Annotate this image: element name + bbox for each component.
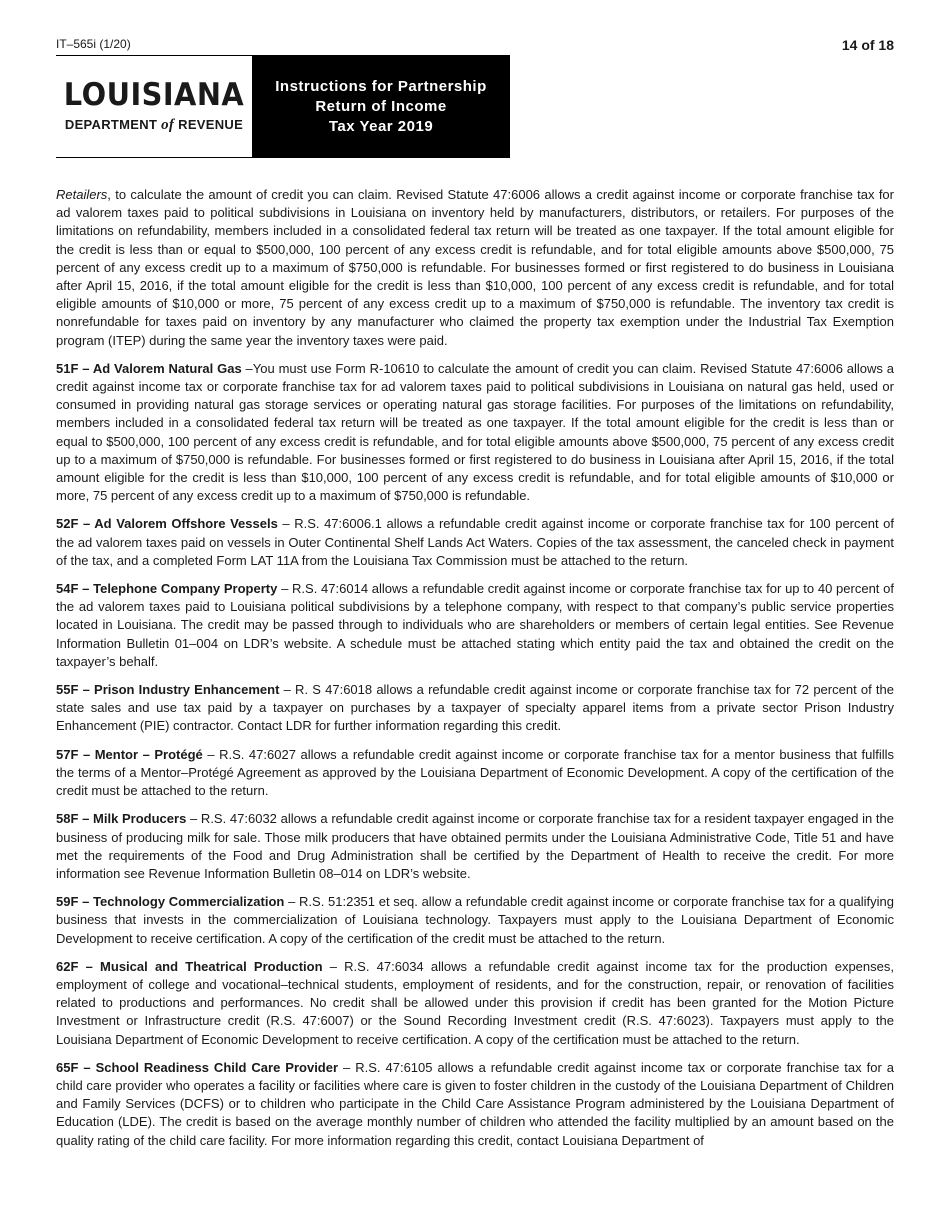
- logo-wordmark: LOUISIANA: [63, 76, 245, 113]
- title-line-2: Return of Income: [315, 97, 447, 115]
- section-body: – R.S. 47:6014 allows a refundable credit against income or corporate franchise tax for up to 40 percent of the ad valorem taxes paid to Louisiana political subdivisions by a telephone company, with respect to that company’s public service properties located in Louisiana. The credit may be passed through to individuals who are shareholders or members of certain legal entities. See Revenue Information Bulletin 01–004 on LDR’s website. A schedule must be attached stating which entity paid the tax and obtained the credit on the taxpayer’s behalf.: [56, 581, 894, 669]
- section-heading: 51F – Ad Valorem Natural Gas: [56, 360, 242, 376]
- logo-subtitle: [65, 117, 243, 134]
- section-body: – R.S. 47:6034 allows a refundable credit against income tax for the production expenses, employment of college and vocational–technical students, employment of residents, and for the construction, repair, or renovation of facilities related to productions and performances. No credit shall be allowed under this provision if credit has been granted for the Motion Picture Investment or Infrastructure credit (R.S. 47:6007) or the Sound Recording Investment credit (R.S. 47:6023). Taxpayers must apply to the Louisiana Department of Economic Development to receive certification. A copy of the certification must be attached to the return.: [56, 958, 894, 1047]
- section-body: – R.S. 51:2351 et seq. allow a refundable credit against income or corporate franchise tax for a qualifying business that invests in the commercialization of Louisiana technology. Taxpayers must apply to the Louisiana Department of Economic Development to receive certification. A copy of the certification of the credit must be attached to the return.: [56, 894, 894, 946]
- section-body: – R. S 47:6018 allows a refundable credit against income or corporate franchise tax for 72 percent of the state sales and use tax paid by a taxpayer on purchases by a taxpayer of specialty apparel items from a private sector Prison Industry Enhancement (PIE) contractor. Contact LDR for further information regarding this credit.: [56, 682, 895, 734]
- instructions-body: [56, 186, 894, 1160]
- section-62f: [56, 958, 894, 1049]
- title-line-3: Tax Year 2019: [328, 117, 434, 135]
- section-65f: [56, 1059, 894, 1150]
- section-59f: [56, 893, 894, 948]
- section-51f: [56, 360, 894, 506]
- section-body: – R.S. 47:6105 allows a refundable credit against income tax or corporate franchise tax for a child care provider who operates a facility or facilities where care is given to foster children in the custody of the Louisiana Department of Children and Family Services (DCFS) or to children who participate in the Child Care Assistance Program administered by the Louisiana Department of Education (LDE). The credit is based on the average monthly number of children who attended the facility multiplied by an amount based on the quality rating of the child care facility. For more information regarding this credit, contact Louisiana Department of: [56, 1059, 895, 1148]
- intro-paragraph: [56, 186, 894, 350]
- intro-text: , to calculate the amount of credit you can claim. Revised Statute 47:6006 allows a credit against income or corporate franchise tax for ad valorem taxes paid to political subdivisions in Louisiana on inventory held by manufacturers, distributors, or retailers. For purposes of the limitations on refundability, members included in a consolidated federal tax return will be treated as one taxpayer. If the total amount eligible for the credit is less than or equal to $500,000, 100 percent of any excess credit is refundable, and for total eligible amounts above $500,000, 75 percent of any excess credit up to a maximum of $750,000 is refundable. For businesses formed or first registered to do business in Louisiana after April 15, 2016, if the total amount eligible for the credit is less than $10,000, 100 percent of any excess credit is refundable, and for total eligible amounts of $10,000 or more, 75 percent of any excess credit up to a maximum of $750,000 is refundable. The inventory tax credit is nonrefundable for taxes paid on inventory by any manufacturer who claimed the property tax exemption under the Industrial Tax Exemption program (ITEP) during the same year the inventory taxes were paid.: [56, 187, 894, 348]
- section-heading: 57F – Mentor – Protégé: [56, 746, 203, 762]
- section-54f: [56, 580, 894, 671]
- document-header: [56, 55, 510, 158]
- section-58f: [56, 810, 894, 883]
- section-heading: 65F – School Readiness Child Care Provider: [56, 1059, 339, 1075]
- section-heading: 52F – Ad Valorem Offshore Vessels: [56, 516, 278, 532]
- section-body: – R.S. 47:6032 allows a refundable credit against income or corporate franchise tax for a resident taxpayer engaged in the business of producing milk for sale. Those milk producers that have obtained permits under the Louisiana Administrative Code, Title 51 and have met the requirements of the Food and Drug Administration shall be certified by the Department of Health to receive the credit. For more information see Revenue Information Bulletin 08–014 on LDR’s website.: [56, 811, 895, 881]
- section-body: – R.S. 47:6027 allows a refundable credit against income or corporate franchise tax for a mentor business that fulfills the terms of a Mentor–Protégé Agreement as approved by the Louisiana Department of Economic Development. A copy of the certification of the credit must be attached to the return.: [56, 746, 894, 799]
- page-number: 14 of 18: [841, 37, 894, 53]
- section-body: –You must use Form R-10610 to calculate the amount of credit you can claim. Revised Statute 47:6006 allows a credit against income tax or corporate franchise tax for ad valorem taxes paid to political subdivisions in Louisiana on natural gas held, used or consumed in providing natural gas storage services or operating natural gas storage facilities. For purposes of the limitations on refundability, members included in a consolidated federal tax return will be treated as one taxpayer. If the total amount eligible for the credit is less than or equal to $500,000, 100 percent of any excess credit is refundable, and for total eligible amounts above $500,000, 75 percent of any excess credit up to a maximum of $750,000 is refundable. For businesses formed or first registered to do business in Louisiana after April 15, 2016, if the total amount eligible for the credit is less than $10,000, 100 percent of any excess credit is refundable, and for total eligible amounts of $10,000 or more, 75 percent of any excess credit up to a maximum of $750,000 is refundable.: [56, 360, 895, 504]
- section-heading: 62F – Musical and Theatrical Production: [56, 958, 323, 974]
- section-heading: 59F – Technology Commercialization: [56, 894, 285, 910]
- form-id: IT–565i (1/20): [56, 37, 131, 51]
- document-title: [252, 56, 510, 157]
- section-heading: 58F – Milk Producers: [56, 811, 187, 827]
- intro-italic: Retailers: [56, 187, 108, 202]
- logo-sub-after: REVENUE: [174, 116, 244, 132]
- section-57f: [56, 746, 894, 801]
- section-heading: 55F – Prison Industry Enhancement: [56, 682, 280, 698]
- logo-sub-before: DEPARTMENT: [64, 116, 162, 132]
- logo-sub-of: of: [161, 116, 175, 133]
- section-52f: [56, 515, 894, 570]
- section-heading: 54F – Telephone Company Property: [56, 581, 278, 597]
- louisiana-revenue-logo: [56, 56, 252, 157]
- section-body: – R.S. 47:6006.1 allows a refundable credit against income or corporate franchise tax for 100 percent of the ad valorem taxes paid on vessels in Outer Continental Shelf Lands Act Waters. Copies of the tax assessment, the canceled check in payment of the tax, and a completed Form LAT 11A from the Louisiana Tax Commission must be attached to the return.: [56, 516, 894, 568]
- section-55f: [56, 681, 894, 736]
- title-line-1: Instructions for Partnership: [275, 77, 487, 95]
